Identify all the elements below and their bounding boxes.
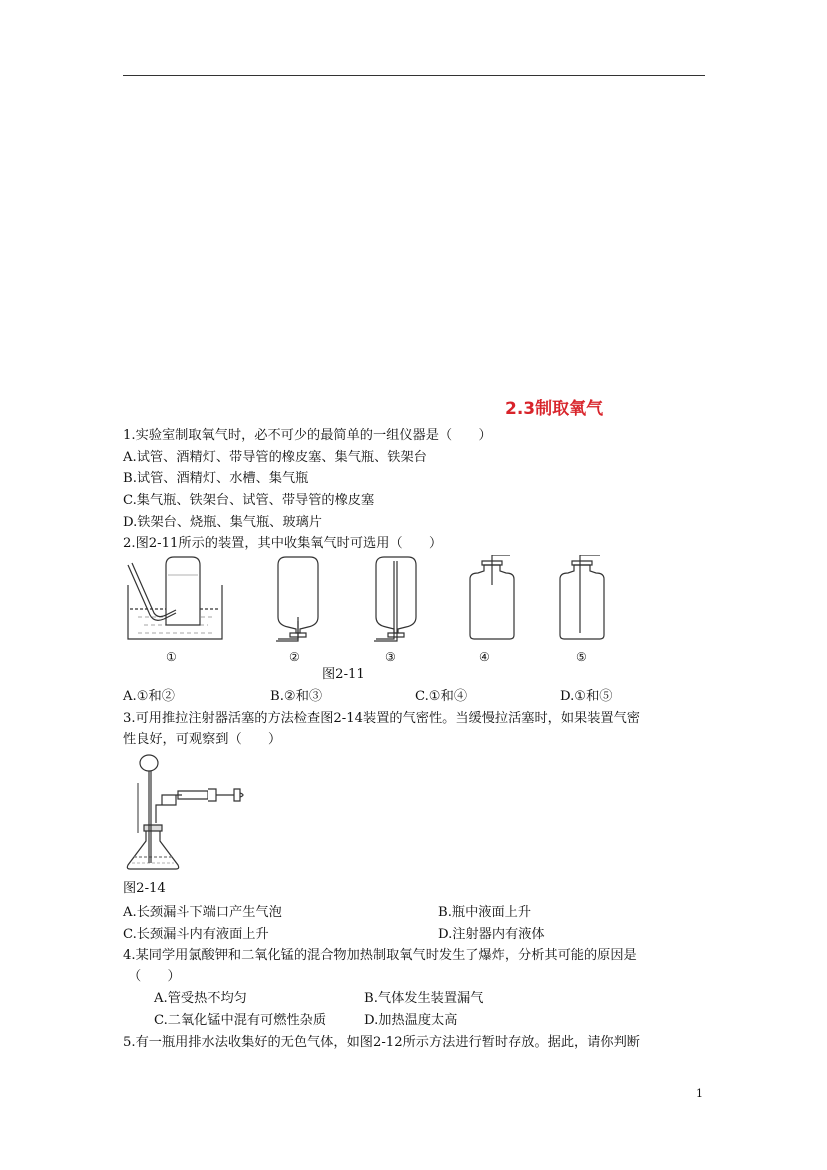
q1-option-c: C.集气瓶、铁架台、试管、带导管的橡皮塞 [123, 493, 375, 508]
q4-option-a: A.管受热不均匀 [154, 991, 247, 1006]
q4-stem-line2: （ ） [128, 969, 181, 984]
q1-option-d: D.铁架台、烧瓶、集气瓶、玻璃片 [123, 515, 322, 530]
q1-stem: 1.实验室制取氧气时，必不可少的最简单的一组仪器是（ ） [123, 428, 492, 443]
q3-option-a: A.长颈漏斗下端口产生气泡 [123, 905, 282, 920]
fig-label-4: ④ [479, 650, 490, 664]
figure-2-11 [118, 555, 618, 665]
q2-option-d: D.①和⑤ [560, 689, 613, 704]
water-trough-apparatus [128, 557, 222, 639]
page-number: 1 [696, 1087, 703, 1100]
q4-option-d: D.加热温度太高 [364, 1013, 458, 1028]
q1-option-b: B.试管、酒精灯、水槽、集气瓶 [123, 471, 309, 486]
inverted-bottle-short-tube [276, 557, 318, 641]
inverted-bottle-long-tube [374, 557, 416, 641]
q3-option-b: B.瓶中液面上升 [438, 905, 532, 920]
figure-2-14 [122, 753, 252, 873]
upright-bottle-long-tube [560, 555, 604, 639]
q1-option-a: A.试管、酒精灯、带导管的橡皮塞、集气瓶、铁架台 [123, 450, 427, 465]
q3-option-c: C.长颈漏斗内有液面上升 [123, 927, 269, 942]
fig-label-1: ① [166, 650, 177, 664]
figure-2-11-caption: 图2-11 [322, 667, 365, 682]
q2-stem: 2.图2-11所示的装置，其中收集氧气时可选用（ ） [123, 536, 443, 551]
q4-option-b: B.气体发生装置漏气 [364, 991, 484, 1006]
q2-option-b: B.②和③ [270, 689, 323, 704]
header-rule [123, 75, 705, 76]
q3-option-d: D.注射器内有液体 [438, 927, 545, 942]
upright-bottle-short-tube [470, 555, 514, 639]
q5-stem-line1: 5.有一瓶用排水法收集好的无色气体，如图2-12所示方法进行暂时存放。据此，请你判断 [123, 1035, 640, 1050]
fig-label-5: ⑤ [576, 650, 587, 664]
q3-stem-line2: 性良好，可观察到（ ） [123, 732, 282, 747]
q2-option-a: A.①和② [123, 689, 175, 704]
q4-option-c: C.二氧化锰中混有可燃性杂质 [154, 1013, 327, 1028]
figure-2-14-caption: 图2-14 [123, 881, 166, 896]
q2-option-c: C.①和④ [415, 689, 468, 704]
fig-label-2: ② [289, 650, 300, 664]
fig-label-3: ③ [385, 650, 396, 664]
q3-stem-line1: 3.可用推拉注射器活塞的方法检查图2-14装置的气密性。当缓慢拉活塞时，如果装置气密 [123, 711, 640, 726]
q4-stem-line1: 4.某同学用氯酸钾和二氧化锰的混合物加热制取氧气时发生了爆炸，分析其可能的原因是 [123, 948, 637, 963]
page-title: 2.3制取氧气 [505, 399, 604, 419]
